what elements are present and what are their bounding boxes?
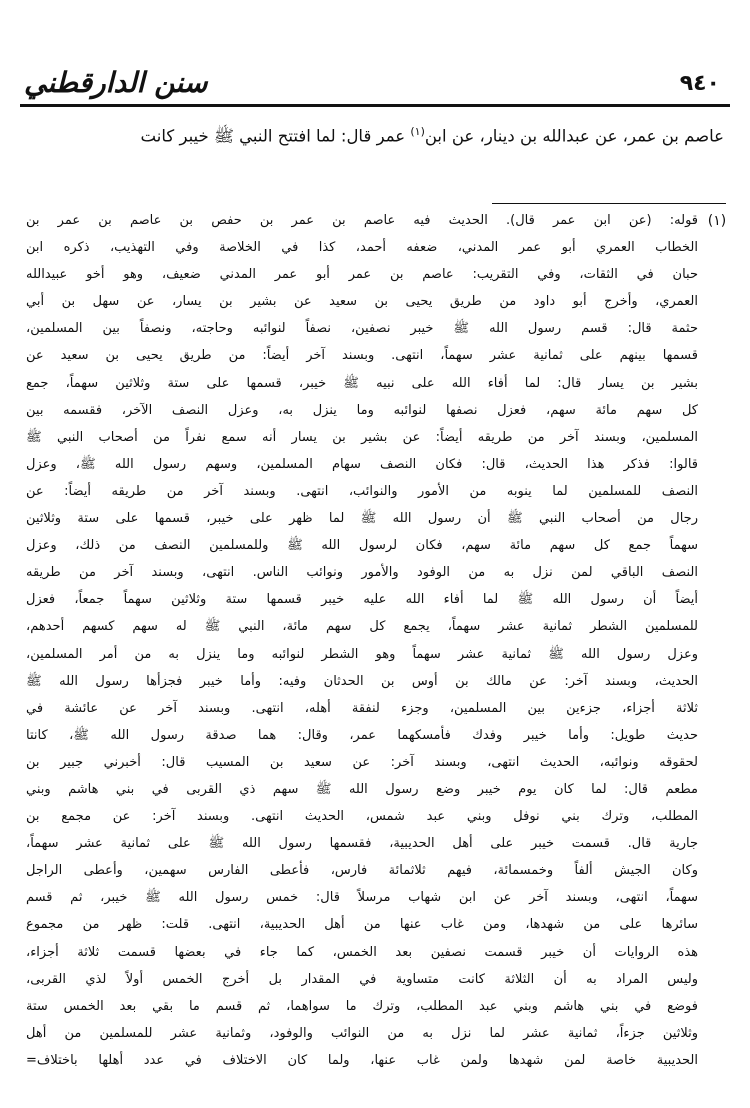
footnote-line: بشير بن يسار قال: لما أفاء الله على نبيه ﷺ خيبر، قسمها على ستة وثلاثين سهماً، جمع <box>26 375 698 391</box>
main-text-after-marker: عمر قال: لما افتتح النبي ﷺ خيبر كانت <box>140 126 406 146</box>
footnote-line: ثلاثة أجزاء، جزءين بين المسلمين، وجزء لنفقة أهله، انتهى. وبسند آخر عن عائشة في <box>26 700 698 716</box>
footnote-line: النصف الباقي لمن نزل به من الوفود والأمور ونوائب الناس. انتهى، وبسند آخر من طريقه <box>26 565 698 581</box>
footnote-line: وثلاثين جزءاً، ثمانية عشر لما نزل به من النوائب والوفود، وثمانية عشر للمسلمين من أهل <box>26 1025 698 1041</box>
footnote-line: قالوا: فذكر هذا الحديث، قال: فكان النصف سهام المسلمين، وسهم رسول الله ﷺ، وعزل <box>26 456 698 472</box>
footnote-text <box>26 207 698 1074</box>
header-rule <box>20 104 730 107</box>
footnote-line: المطلب، وترك بني نوفل وبني عبد شمس، الحديث انتهى. وبسند آخر: عن مجمع بن <box>26 809 698 825</box>
footnote-line: النصف للمسلمين لما ينوبه من الأمور والنوائب، انتهى. وبسند آخر من طريقه أيضاً: عن <box>26 483 698 499</box>
footnote-line: وليس المراد به أن الثلاثة كانت متساوية في المقدار بل أخرج الخمس أولاً لذي القربى، <box>26 971 698 987</box>
footnote-line: الخطاب العمري أبو عمر المدني، ضعفه أحمد، كذا في الخلاصة وفي التهذيب، ذكره ابن <box>26 240 698 256</box>
footnote-line: حثمة قال: قسم رسول الله ﷺ خيبر نصفين، نصفاً لنوائبه وحاجته، ونصفاً بين المسلمين، <box>26 321 698 337</box>
footnote-line: أيضاً أن رسول الله ﷺ لما أفاء الله عليه خيبر قسمها ستة وثلاثين سهماً جمعاً، فعزل <box>26 592 698 608</box>
footnote-line: كل سهم مائة سهم، فعزل نصفها لنوائبه وما ينزل به، وعزل النصف الآخر، فقسمه بين <box>26 402 698 418</box>
footnote-separator <box>492 203 726 204</box>
main-text <box>24 118 724 151</box>
footnote-line: قسمها بينهم على ثمانية عشر سهماً، انتهى. وبسند آخر أيضاً: من طريق يحيى بن سعيد عن <box>26 348 698 364</box>
footnote-line: لحقوقه ونوائبه، الحديث انتهى، وبسند آخر: عن سعيد بن المسيب قال: أخبرني جبير بن <box>26 754 698 770</box>
page-number: ٩٤٠ <box>679 71 720 96</box>
footnote <box>20 207 732 1077</box>
footnote-line: للمسلمين الشطر ثمانية عشر سهماً، يجمع كل سهم مائة، النبي ﷺ له سهم كسهم أحدهم، <box>26 619 698 635</box>
footnote-marker: (١) <box>707 213 727 229</box>
footnote-line: حبان في الثقات، وفي التقريب: عاصم بن عمر أبو عمر المدني ضعيف، وهو أخو عبيدالله <box>26 267 698 283</box>
footnote-line: العمري، وأخرج أبو داود من طريق يحيى بن سعيد عن بشير بن يسار، عن سهل بن أبي <box>26 294 698 310</box>
footnote-line: رجال من أصحاب النبي ﷺ أن رسول الله ﷺ لما ظهر على خيبر، قسمها على ستة وثلاثين <box>26 511 698 527</box>
footnote-line: مطعم قال: لما كان يوم خيبر وضع رسول الله ﷺ سهم ذي القربى في بني هاشم وبني <box>26 781 698 797</box>
footnote-line: الحديث، وبسند آخر: عن مالك بن أوس بن الحدثان وفيه: وأما خيبر فجزأها رسول الله ﷺ <box>26 673 698 689</box>
footnote-line: وكان الجيش ألفاً وخمسمائة، فيهم ثلاثمائة فارس، فأعطى الفارس سهمين، وأعطى الراجل <box>26 863 698 879</box>
footnote-reference: (١) <box>410 125 425 138</box>
footnote-line: هذه الروايات أن خيبر قسمت نصفين بعد الخمس، كما جاء في بعضها قسمت ثلاثة أجزاء، <box>26 944 698 960</box>
footnote-line: جارية قال. قسمت خيبر على أهل الحديبية، فقسمها رسول الله ﷺ على ثمانية عشر سهماً، <box>26 836 698 852</box>
footnote-line: قوله: (عن ابن عمر قال). الحديث فيه عاصم بن عمر بن حفص بن عاصم بن عمر بن <box>26 213 698 228</box>
footnote-line: وعزل رسول الله ﷺ ثمانية عشر سهماً وهو الشطر لنوائبه وما ينزل به من أمر المسلمين، <box>26 646 698 662</box>
main-text-before-marker: عاصم بن عمر، عن عبدالله بن دينار، عن ابن <box>424 126 724 146</box>
footnote-line: الحديبية خاصة لمن شهدها ولمن غاب عنها، ولما كان الاختلاف في عدد أهلها باختلاف= <box>26 1052 698 1068</box>
footnote-line: سهماً، انتهى، وبسند آخر عن ابن شهاب مرسلاً قال: خمس رسول الله ﷺ خيبر، ثم قسم <box>26 890 698 906</box>
page-header <box>20 60 730 108</box>
footnote-line: سائرها على من شهدها، ومن غاب عنها من أهل الحديبية، انتهى. قلت: ظهر من مجموع <box>26 917 698 933</box>
running-title: سنن الدارقطني <box>24 66 208 99</box>
footnote-line: فوضع في بني هاشم وبني عبد المطلب، وترك ما سواهما، ثم قسم ما بقي بعد الخمس ستة <box>26 998 698 1014</box>
footnote-line: حديث طويل: وأما خيبر وفدك فأمسكهما عمر، وقال: هما صدقة رسول الله ﷺ، كانتا <box>26 727 698 743</box>
footnote-line: سهماً جمع كل سهم مائة سهم، فكان لرسول الله ﷺ وللمسلمين النصف من ذلك، وعزل <box>26 538 698 554</box>
footnote-line: المسلمين، وبسند آخر من طريقه أيضاً: عن بشير بن يسار أنه سمع نفراً من أصحاب النبي ﷺ <box>26 429 698 445</box>
